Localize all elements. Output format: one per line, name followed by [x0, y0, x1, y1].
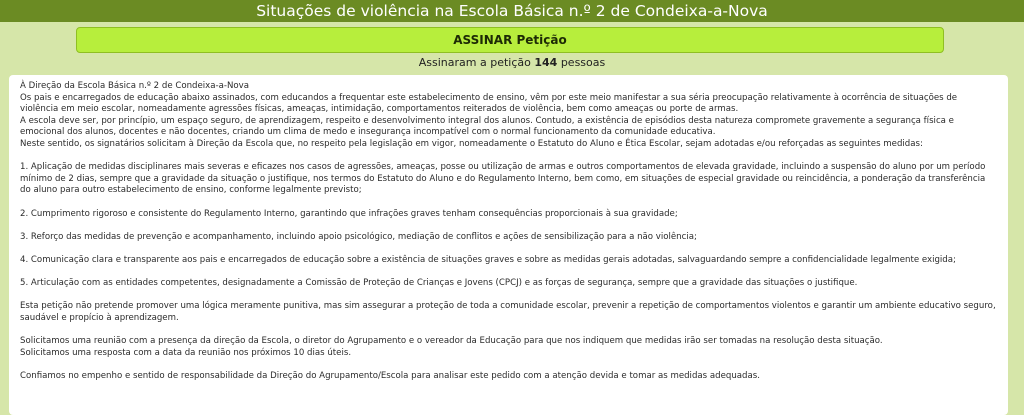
spacer [20, 220, 998, 232]
petition-paragraph-concern: Os pais e encarregados de educação abaixo assinados, com educandos a frequentar este estabelecimento de ensino, vêm por este meio manifestar a sua séria preocupação relativamente à ocorrência de situações de violência em meio escolar, nomeadamente agressões físicas, ameaças, intimidação, comportamentos reiterados de violência, bem como ameaças ou porte de armas. [20, 92, 958, 115]
petition-paragraph-purpose: Esta petição não pretende promover uma lógica meramente punitiva, mas sim assegurar a proteção de toda a comunidade escolar, prevenir a repetição de comportamentos violentos e garantir um ambiente educativo seguro, saudável e propício à aprendizagem. [20, 301, 996, 323]
measure-4: 4. Comunicação clara e transparente aos pais e encarregados de educação sobre a existência de situações graves e sobre as medidas gerais adotadas, salvaguardando sempre a confidencialidade legalmente exigida; [20, 254, 956, 265]
spacer [20, 290, 998, 302]
petition-paragraph-safety: A escola deve ser, por princípio, um espaço seguro, de aprendizagem, respeito e desenvolvimento integral dos alunos. Contudo, a existência de episódios desta natureza compromete gravemente a segurança física e emocional dos alunos, docentes e não docentes, criando um clima de medo e insegurança incompatível com o normal funcionamento da comunidade educativa. [20, 115, 954, 138]
spacer [20, 324, 998, 336]
spacer [20, 267, 998, 279]
measure-1: 1. Aplicação de medidas disciplinares mais severas e eficazes nos casos de agressões, ameaças, posse ou utilização de armas e outros comportamentos de elevada gravidade, incluindo a suspensão do aluno por um período mínimo de 2 dias, sempre que a gravidade da situação o justifique, nos termos do Estatuto do Aluno e do Regulamento Interno, bem como, em situações de especial gravidade ou reincidência, a ponderação da transferência do aluno para outro estabelecimento de ensino, conforme legalmente previsto; [20, 162, 986, 196]
page-title: Situações de violência na Escola Básica n.º 2 de Condeixa-a-Nova [256, 2, 768, 20]
spacer [20, 151, 998, 163]
signature-count-suffix: pessoas [560, 56, 606, 69]
signature-count-prefix: Assinaram a petição [418, 56, 531, 69]
sign-petition-button[interactable]: ASSINAR Petição [76, 27, 944, 53]
signature-count-number: 144 [534, 56, 558, 69]
measure-3: 3. Reforço das medidas de prevenção e acompanhamento, incluindo apoio psicológico, mediação de conflitos e ações de sensibilização para a não violência; [20, 231, 697, 242]
page-header [0, 0, 1024, 22]
spacer [20, 197, 998, 209]
measure-5: 5. Articulação com as entidades competentes, designadamente a Comissão de Proteção de Crianças e Jovens (CPCJ) e as forças de segurança, sempre que a gravidade das situações o justifique. [20, 278, 858, 289]
petition-paragraph-request: Neste sentido, os signatários solicitam à Direção da Escola que, no respeito pela legislação em vigor, nomeadamente o Estatuto do Aluno e Ética Escolar, sejam adotadas e/ou reforçadas as seguintes medidas: [20, 138, 923, 149]
measure-2: 2. Cumprimento rigoroso e consistente do Regulamento Interno, garantindo que infrações graves tenham consequências proporcionais à sua gravidade; [20, 208, 678, 219]
petition-paragraph-closing: Confiamos no empenho e sentido de responsabilidade da Direção do Agrupamento/Escola para analisar este pedido com a atenção devida e tomar as medidas adequadas. [20, 370, 760, 381]
spacer [20, 359, 998, 371]
petition-greeting: À Direção da Escola Básica n.º 2 de Condeixa-a-Nova [20, 81, 250, 91]
spacer [20, 243, 998, 255]
petition-paragraph-meeting: Solicitamos uma reunião com a presença da direção da Escola, o diretor do Agrupamento e o vereador da Educação para que nos indiquem que medidas irão ser tomadas na resolução desta situação. [20, 336, 883, 347]
signature-count [0, 55, 1024, 71]
petition-text-panel [9, 75, 1008, 415]
petition-paragraph-deadline: Solicitamos uma resposta com a data da reunião nos próximos 10 dias úteis. [20, 347, 352, 358]
